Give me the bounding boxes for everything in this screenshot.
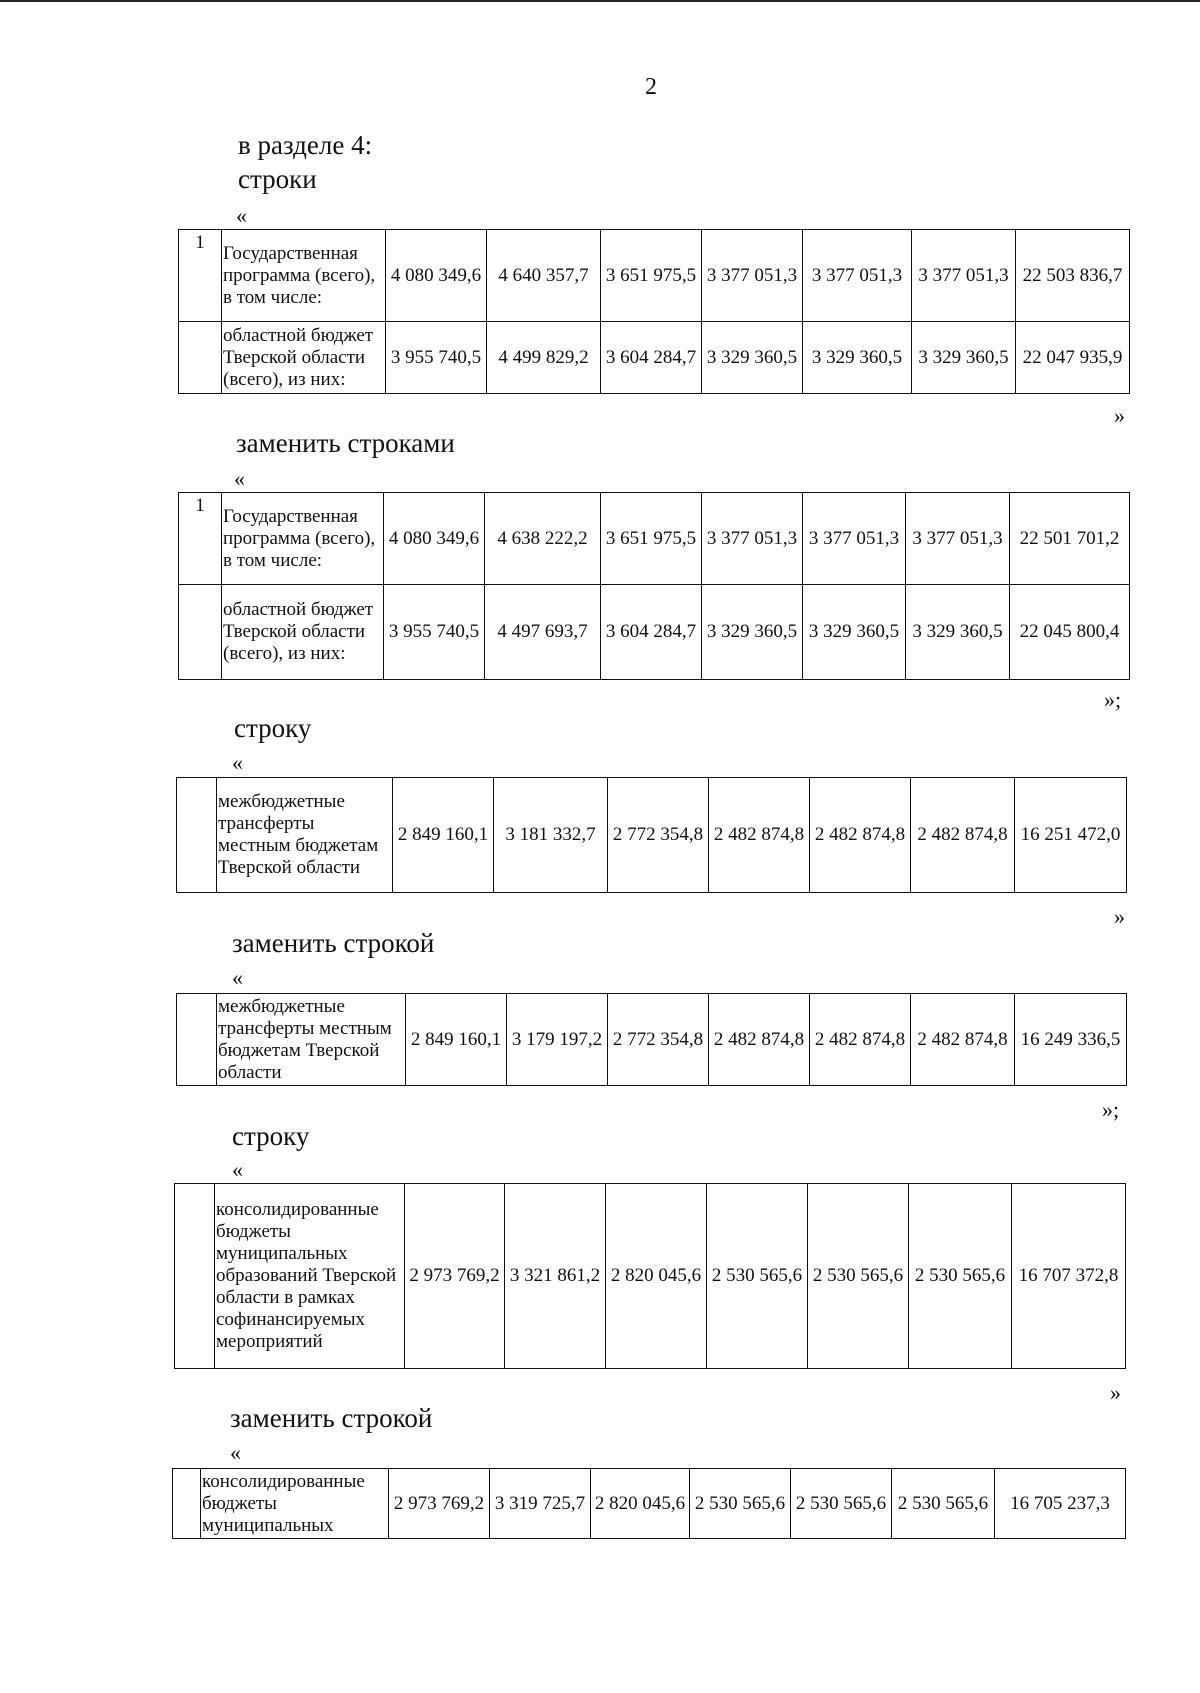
caption-row: строку	[232, 1121, 310, 1151]
year-value-cell: 2 482 874,8	[709, 994, 810, 1086]
year-value-cell: 2 482 874,8	[709, 778, 810, 893]
total-value-cell: 16 249 336,5	[1015, 994, 1127, 1086]
year-value-cell: 2 530 565,6	[808, 1184, 909, 1369]
table-row	[179, 322, 1130, 394]
table-replacement-program-rows	[178, 492, 1130, 680]
year-value-cell: 3 377 051,3	[906, 493, 1010, 585]
quote-open: «	[234, 466, 245, 491]
row-label-cell: Государственная программа (всего), в том числе:	[222, 230, 386, 322]
year-value-cell: 3 377 051,3	[702, 230, 803, 322]
year-value-cell: 2 772 354,8	[608, 778, 709, 893]
year-value-cell: 2 772 354,8	[608, 994, 709, 1086]
year-value-cell: 2 820 045,6	[591, 1469, 690, 1539]
year-value-cell: 3 377 051,3	[912, 230, 1016, 322]
year-value-cell: 2 530 565,6	[707, 1184, 808, 1369]
table-row	[179, 493, 1130, 585]
table-original-transfers-row	[176, 777, 1127, 893]
total-value-cell: 22 503 836,7	[1016, 230, 1130, 322]
year-value-cell: 4 080 349,6	[384, 493, 485, 585]
total-value-cell: 22 047 935,9	[1016, 322, 1130, 394]
year-value-cell: 2 973 769,2	[389, 1469, 490, 1539]
quote-close-semicolon: »;	[1104, 687, 1122, 712]
year-value-cell: 4 499 829,2	[487, 322, 601, 394]
row-label-cell: областной бюджет Тверской области (всего), из них:	[222, 322, 386, 394]
year-value-cell: 4 640 357,7	[487, 230, 601, 322]
table-original-program-rows	[178, 229, 1130, 394]
row-number-cell: 1	[179, 230, 222, 322]
row-number-cell	[177, 994, 217, 1086]
year-value-cell: 2 849 160,1	[406, 994, 507, 1086]
quote-open: «	[232, 965, 243, 990]
table-row	[179, 585, 1130, 680]
year-value-cell: 3 329 360,5	[803, 322, 912, 394]
quote-open: «	[230, 1440, 241, 1465]
year-value-cell: 3 377 051,3	[803, 493, 906, 585]
quote-open: «	[236, 203, 247, 228]
row-number-cell	[179, 322, 222, 394]
year-value-cell: 3 604 284,7	[601, 585, 702, 680]
table-row	[177, 994, 1127, 1086]
year-value-cell: 3 329 360,5	[906, 585, 1010, 680]
row-label-cell: консолидированные бюджеты муниципальных	[201, 1469, 389, 1539]
quote-close: »	[1114, 904, 1125, 929]
quote-close: »	[1114, 403, 1125, 428]
table-row	[173, 1469, 1126, 1539]
year-value-cell: 3 377 051,3	[702, 493, 803, 585]
year-value-cell: 2 530 565,6	[690, 1469, 791, 1539]
caption-replace-row: заменить строкой	[230, 1403, 433, 1433]
table-replacement-consolidated-row	[172, 1468, 1126, 1539]
year-value-cell: 2 482 874,8	[810, 778, 911, 893]
year-value-cell: 2 482 874,8	[810, 994, 911, 1086]
section-intro: в разделе 4:	[238, 130, 373, 160]
year-value-cell: 2 849 160,1	[393, 778, 494, 893]
table-row	[177, 778, 1127, 893]
row-label-cell: областной бюджет Тверской области (всего), из них:	[222, 585, 384, 680]
table-row	[175, 1184, 1126, 1369]
caption-replace-rows: заменить строками	[236, 428, 455, 458]
page-number: 2	[645, 74, 657, 100]
row-label-cell: Государственная программа (всего), в том числе:	[222, 493, 384, 585]
scan-edge	[0, 0, 1200, 2]
caption-replace-row: заменить строкой	[232, 928, 435, 958]
table-original-consolidated-row	[174, 1183, 1126, 1369]
quote-close-semicolon: »;	[1102, 1097, 1120, 1122]
year-value-cell: 2 482 874,8	[911, 778, 1015, 893]
row-number-cell: 1	[179, 493, 222, 585]
rows-word: строки	[238, 164, 317, 194]
row-label-cell: межбюджетные трансферты местным бюджетам Тверской области	[217, 994, 406, 1086]
year-value-cell: 3 181 332,7	[494, 778, 608, 893]
year-value-cell: 3 955 740,5	[386, 322, 487, 394]
year-value-cell: 2 482 874,8	[911, 994, 1015, 1086]
total-value-cell: 22 501 701,2	[1010, 493, 1130, 585]
year-value-cell: 3 329 360,5	[702, 322, 803, 394]
total-value-cell: 16 707 372,8	[1012, 1184, 1126, 1369]
year-value-cell: 3 329 360,5	[912, 322, 1016, 394]
year-value-cell: 3 321 861,2	[505, 1184, 606, 1369]
year-value-cell: 2 530 565,6	[791, 1469, 892, 1539]
row-number-cell	[177, 778, 217, 893]
year-value-cell: 3 377 051,3	[803, 230, 912, 322]
caption-row: строку	[234, 713, 312, 743]
year-value-cell: 4 638 222,2	[485, 493, 601, 585]
total-value-cell: 16 705 237,3	[995, 1469, 1126, 1539]
row-number-cell	[175, 1184, 215, 1369]
year-value-cell: 3 651 975,5	[601, 230, 702, 322]
year-value-cell: 2 820 045,6	[606, 1184, 707, 1369]
quote-close: »	[1110, 1380, 1121, 1405]
year-value-cell: 3 179 197,2	[507, 994, 608, 1086]
year-value-cell: 2 530 565,6	[892, 1469, 995, 1539]
year-value-cell: 3 329 360,5	[702, 585, 803, 680]
total-value-cell: 22 045 800,4	[1010, 585, 1130, 680]
year-value-cell: 3 319 725,7	[490, 1469, 591, 1539]
year-value-cell: 3 651 975,5	[601, 493, 702, 585]
year-value-cell: 4 080 349,6	[386, 230, 487, 322]
row-label-cell: межбюджетные трансферты местным бюджетам Тверской области	[217, 778, 393, 893]
quote-open: «	[232, 1157, 243, 1182]
row-label-cell: консолидированные бюджеты муниципальных образований Тверской области в рамках софинансируемых мероприятий	[215, 1184, 405, 1369]
quote-open: «	[232, 750, 243, 775]
year-value-cell: 2 530 565,6	[909, 1184, 1012, 1369]
row-number-cell	[173, 1469, 201, 1539]
row-number-cell	[179, 585, 222, 680]
table-row	[179, 230, 1130, 322]
year-value-cell: 3 955 740,5	[384, 585, 485, 680]
year-value-cell: 3 329 360,5	[803, 585, 906, 680]
table-replacement-transfers-row	[176, 993, 1127, 1086]
total-value-cell: 16 251 472,0	[1015, 778, 1127, 893]
year-value-cell: 4 497 693,7	[485, 585, 601, 680]
year-value-cell: 2 973 769,2	[405, 1184, 505, 1369]
year-value-cell: 3 604 284,7	[601, 322, 702, 394]
